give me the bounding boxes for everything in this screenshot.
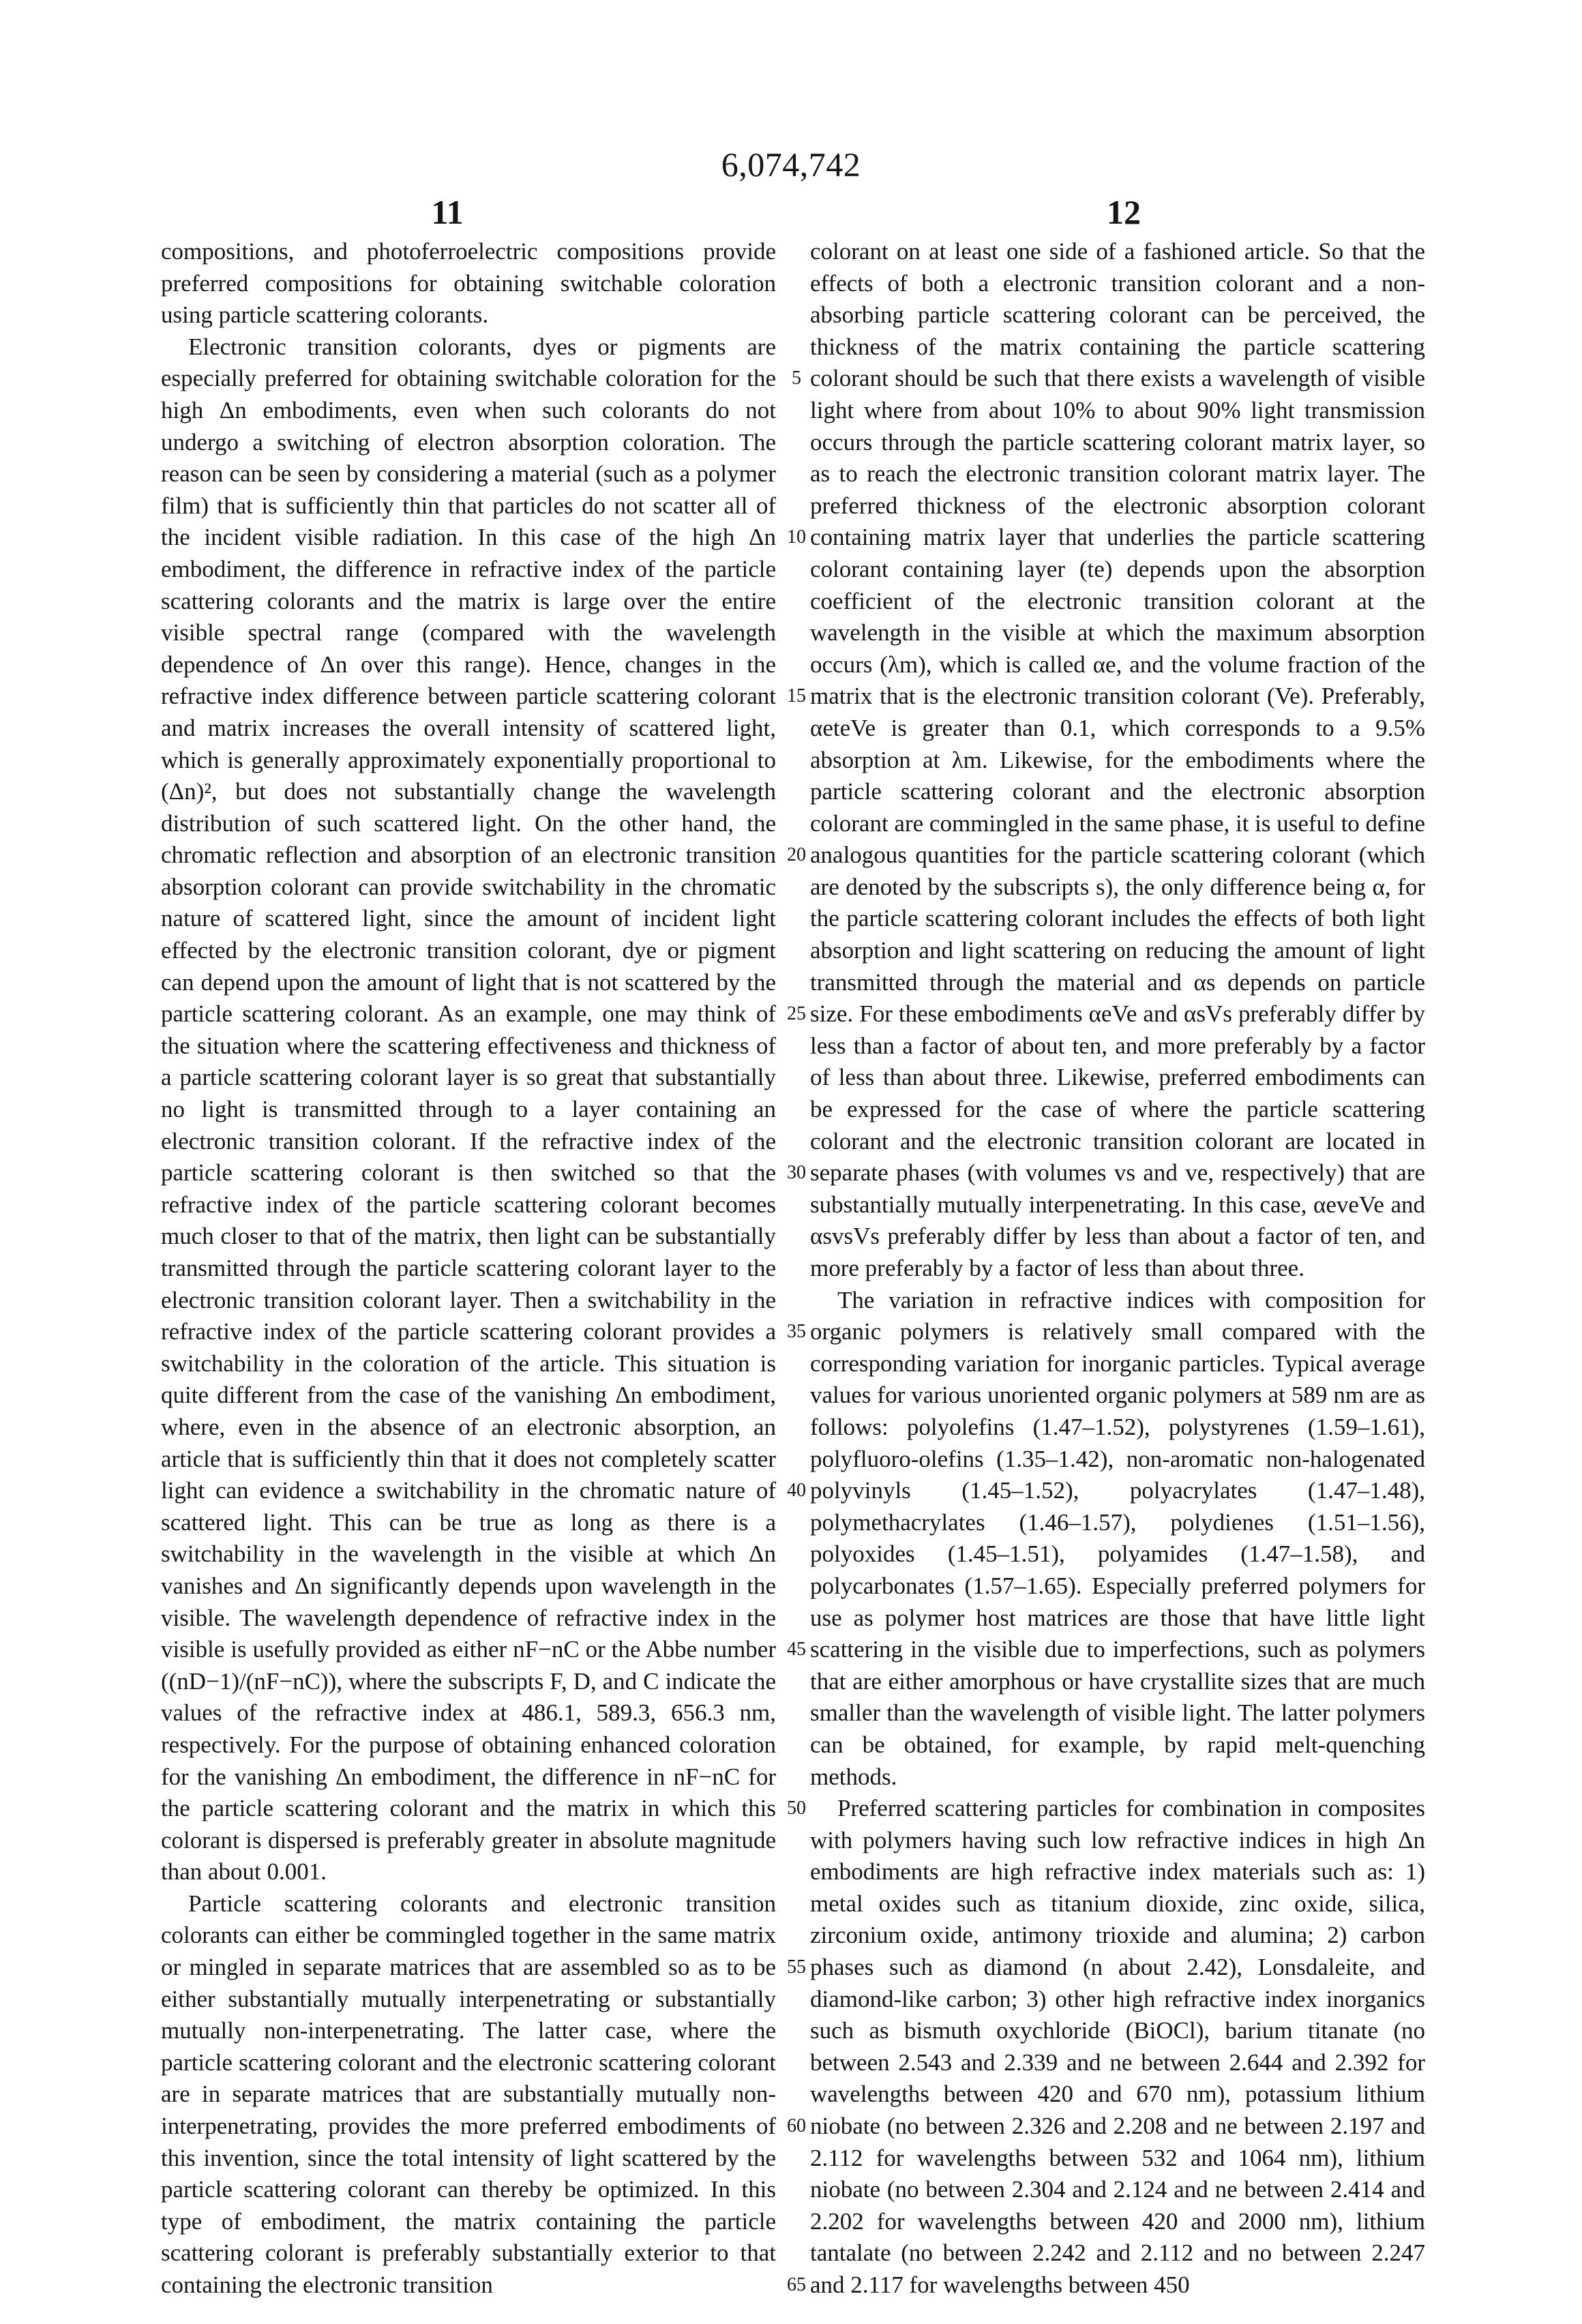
line-number: 60 [783,2111,810,2143]
line-number: 15 [783,681,810,713]
left-paragraph-2: Electronic transition colorants, dyes or pigments are especially preferred for obtaining switchable coloration for the high Δn embodiments, even when such colorants do not undergo a switching of electron absorption coloration. The reason can be seen by considering a material (such as a polymer film) that is sufficiently thin that particles do not scatter all of the incident visible radiation. In this case of the high Δn embodiment, the difference in refractive index of the particle scattering colorants and the matrix is large over the entire visible spectral range (compared with the wavelength dependence of Δn over this range). Hence, changes in the refractive index difference between particle scattering colorant and matrix increases the overall intensity of scattered light, which is generally approximately exponentially proportional to (Δn)², but does not substantially change the wavelength distribution of such scattered light. On the other hand, the chromatic reflection and absorption of an electronic transition absorption colorant can provide switchability in the chromatic nature of scattered light, since the amount of incident light effected by the electronic transition colorant, dye or pigment can depend upon the amount of light that is not scattered by the particle scattering colorant. As an example, one may think of the situation where the scattering effectiveness and thickness of a particle scattering colorant layer is so great that substantially no light is transmitted through to a layer containing an electronic transition colorant. If the refractive index of the particle scattering colorant is then switched so that the refractive index of the particle scattering colorant becomes much closer to that of the matrix, then light can be substantially transmitted through the particle scattering colorant layer to the electronic transition colorant layer. Then a switchability in the refractive index of the particle scattering colorant provides a switchability in the coloration of the article. This situation is quite different from the case of the vanishing Δn embodiment, where, even in the absence of an electronic absorption, an article that is sufficiently thin that it does not completely scatter light can evidence a switchability in the chromatic nature of scattered light. This can be true as long as there is a switchability in the wavelength in the visible at which Δn vanishes and Δn significantly depends upon wavelength in the visible. The wavelength dependence of refractive index in the visible is usefully provided as either nF−nC or the Abbe number ((nD−1)/(nF−nC)), where the subscripts F, D, and C indicate the values of the refractive index at 486.1, 589.3, 656.3 nm, respectively. For the purpose of obtaining enhanced coloration for the vanishing Δn embodiment, the difference in nF−nC for the particle scattering colorant and the matrix in which this colorant is dispersed is preferably greater in absolute magnitude than about 0.001. [161,331,776,1888]
line-number: 35 [783,1316,810,1348]
patent-number: 6,074,742 [0,145,1582,184]
right-paragraph-3: Preferred scattering particles for combination in composites with polymers having such low refractive indices in high Δn embodiments are high refractive index materials such as: 1) metal oxides such as titanium dioxide, zinc oxide, silica, zirconium oxide, antimony trioxide and alumina; 2) carbon phases such as diamond (n about 2.42), Lonsdaleite, and diamond-like carbon; 3) other high refractive index inorganics such as bismuth oxychloride (BiOCl), barium titanate (no between 2.543 and 2.339 and ne between 2.644 and 2.392 for wavelengths between 420 and 670 nm), potassium lithium niobate (no between 2.326 and 2.208 and ne between 2.197 and 2.112 for wavelengths between 532 and 1064 nm), lithium niobate (no between 2.304 and 2.124 and ne between 2.414 and 2.202 for wavelengths between 420 and 2000 nm), lithium tantalate (no between 2.242 and 2.112 and no between 2.247 and 2.117 for wavelengths between 450 [810,1793,1425,2301]
left-paragraph-3: Particle scattering colorants and electronic transition colorants can either be commingled together in the same matrix or mingled in separate matrices that are assembled so as to be either substantially mutually interpenetrating or substantially mutually non-interpenetrating. The latter case, where the particle scattering colorant and the electronic scattering colorant are in separate matrices that are substantially mutually non-interpenetrating, provides the more preferred embodiments of this invention, since the total intensity of light scattered by the particle scattering colorant can thereby be optimized. In this type of embodiment, the matrix containing the particle scattering colorant is preferably substantially exterior to that containing the electronic transition [161,1888,776,2301]
line-number: 25 [783,998,810,1030]
left-column-number: 11 [400,192,495,232]
line-number: 55 [783,1952,810,1984]
right-paragraph-2: The variation in refractive indices with composition for organic polymers is relatively small compared with the corresponding variation for inorganic particles. Typical average values for various unoriented organic polymers at 589 nm are as follows: polyolefins (1.47–1.52), polystyrenes (1.59–1.61), polyfluoro-olefins (1.35–1.42), non-aromatic non-halogenated polyvinyls (1.45–1.52), polyacrylates (1.47–1.48), polymethacrylates (1.46–1.57), polydienes (1.51–1.56), polyoxides (1.45–1.51), polyamides (1.47–1.58), and polycarbonates (1.57–1.65). Especially preferred polymers for use as polymer host matrices are those that have little light scattering in the visible due to imperfections, such as polymers that are either amorphous or have crystallite sizes that are much smaller than the wavelength of visible light. The latter polymers can be obtained, for example, by rapid melt-quenching methods. [810,1285,1425,1793]
left-paragraph-1: compositions, and photoferroelectric compositions provide preferred compositions for obtaining switchable coloration using particle scattering colorants. [161,236,776,331]
line-number-gutter [783,236,810,2268]
line-number: 5 [783,363,810,395]
line-number: 20 [783,839,810,872]
left-text-column [161,236,776,2268]
line-number: 40 [783,1475,810,1507]
line-number: 30 [783,1157,810,1189]
line-number: 45 [783,1634,810,1666]
right-text-column [810,236,1425,2268]
line-number: 10 [783,522,810,554]
right-column-number: 12 [1076,192,1171,232]
right-paragraph-1: colorant on at least one side of a fashioned article. So that the effects of both a electronic transition colorant and a non-absorbing particle scattering colorant can be perceived, the thickness of the matrix containing the particle scattering colorant should be such that there exists a wavelength of visible light where from about 10% to about 90% light transmission occurs through the particle scattering colorant matrix layer, so as to reach the electronic transition colorant matrix layer. The preferred thickness of the electronic absorption colorant containing matrix layer that underlies the particle scattering colorant containing layer (te) depends upon the absorption coefficient of the electronic transition colorant at the wavelength in the visible at which the maximum absorption occurs (λm), which is called αe, and the volume fraction of the matrix that is the electronic transition colorant (Ve). Preferably, αeteVe is greater than 0.1, which corresponds to a 9.5% absorption at λm. Likewise, for the embodiments where the particle scattering colorant and the electronic absorption colorant are commingled in the same phase, it is useful to define analogous quantities for the particle scattering colorant (which are denoted by the subscripts s), the only difference being α, for the particle scattering colorant includes the effects of both light absorption and light scattering on reducing the amount of light transmitted through the material and αs depends on particle size. For these embodiments αeVe and αsVs preferably differ by less than a factor of about ten, and more preferably by a factor of less than about three. Likewise, preferred embodiments can be expressed for the case of where the particle scattering colorant and the electronic transition colorant are located in separate phases (with volumes vs and ve, respectively) that are substantially mutually interpenetrating. In this case, αeveVe and αsvsVs preferably differ by less than about a factor of ten, and more preferably by a factor of less than about three. [810,236,1425,1285]
line-number: 50 [783,1793,810,1825]
line-number: 65 [783,2269,810,2301]
